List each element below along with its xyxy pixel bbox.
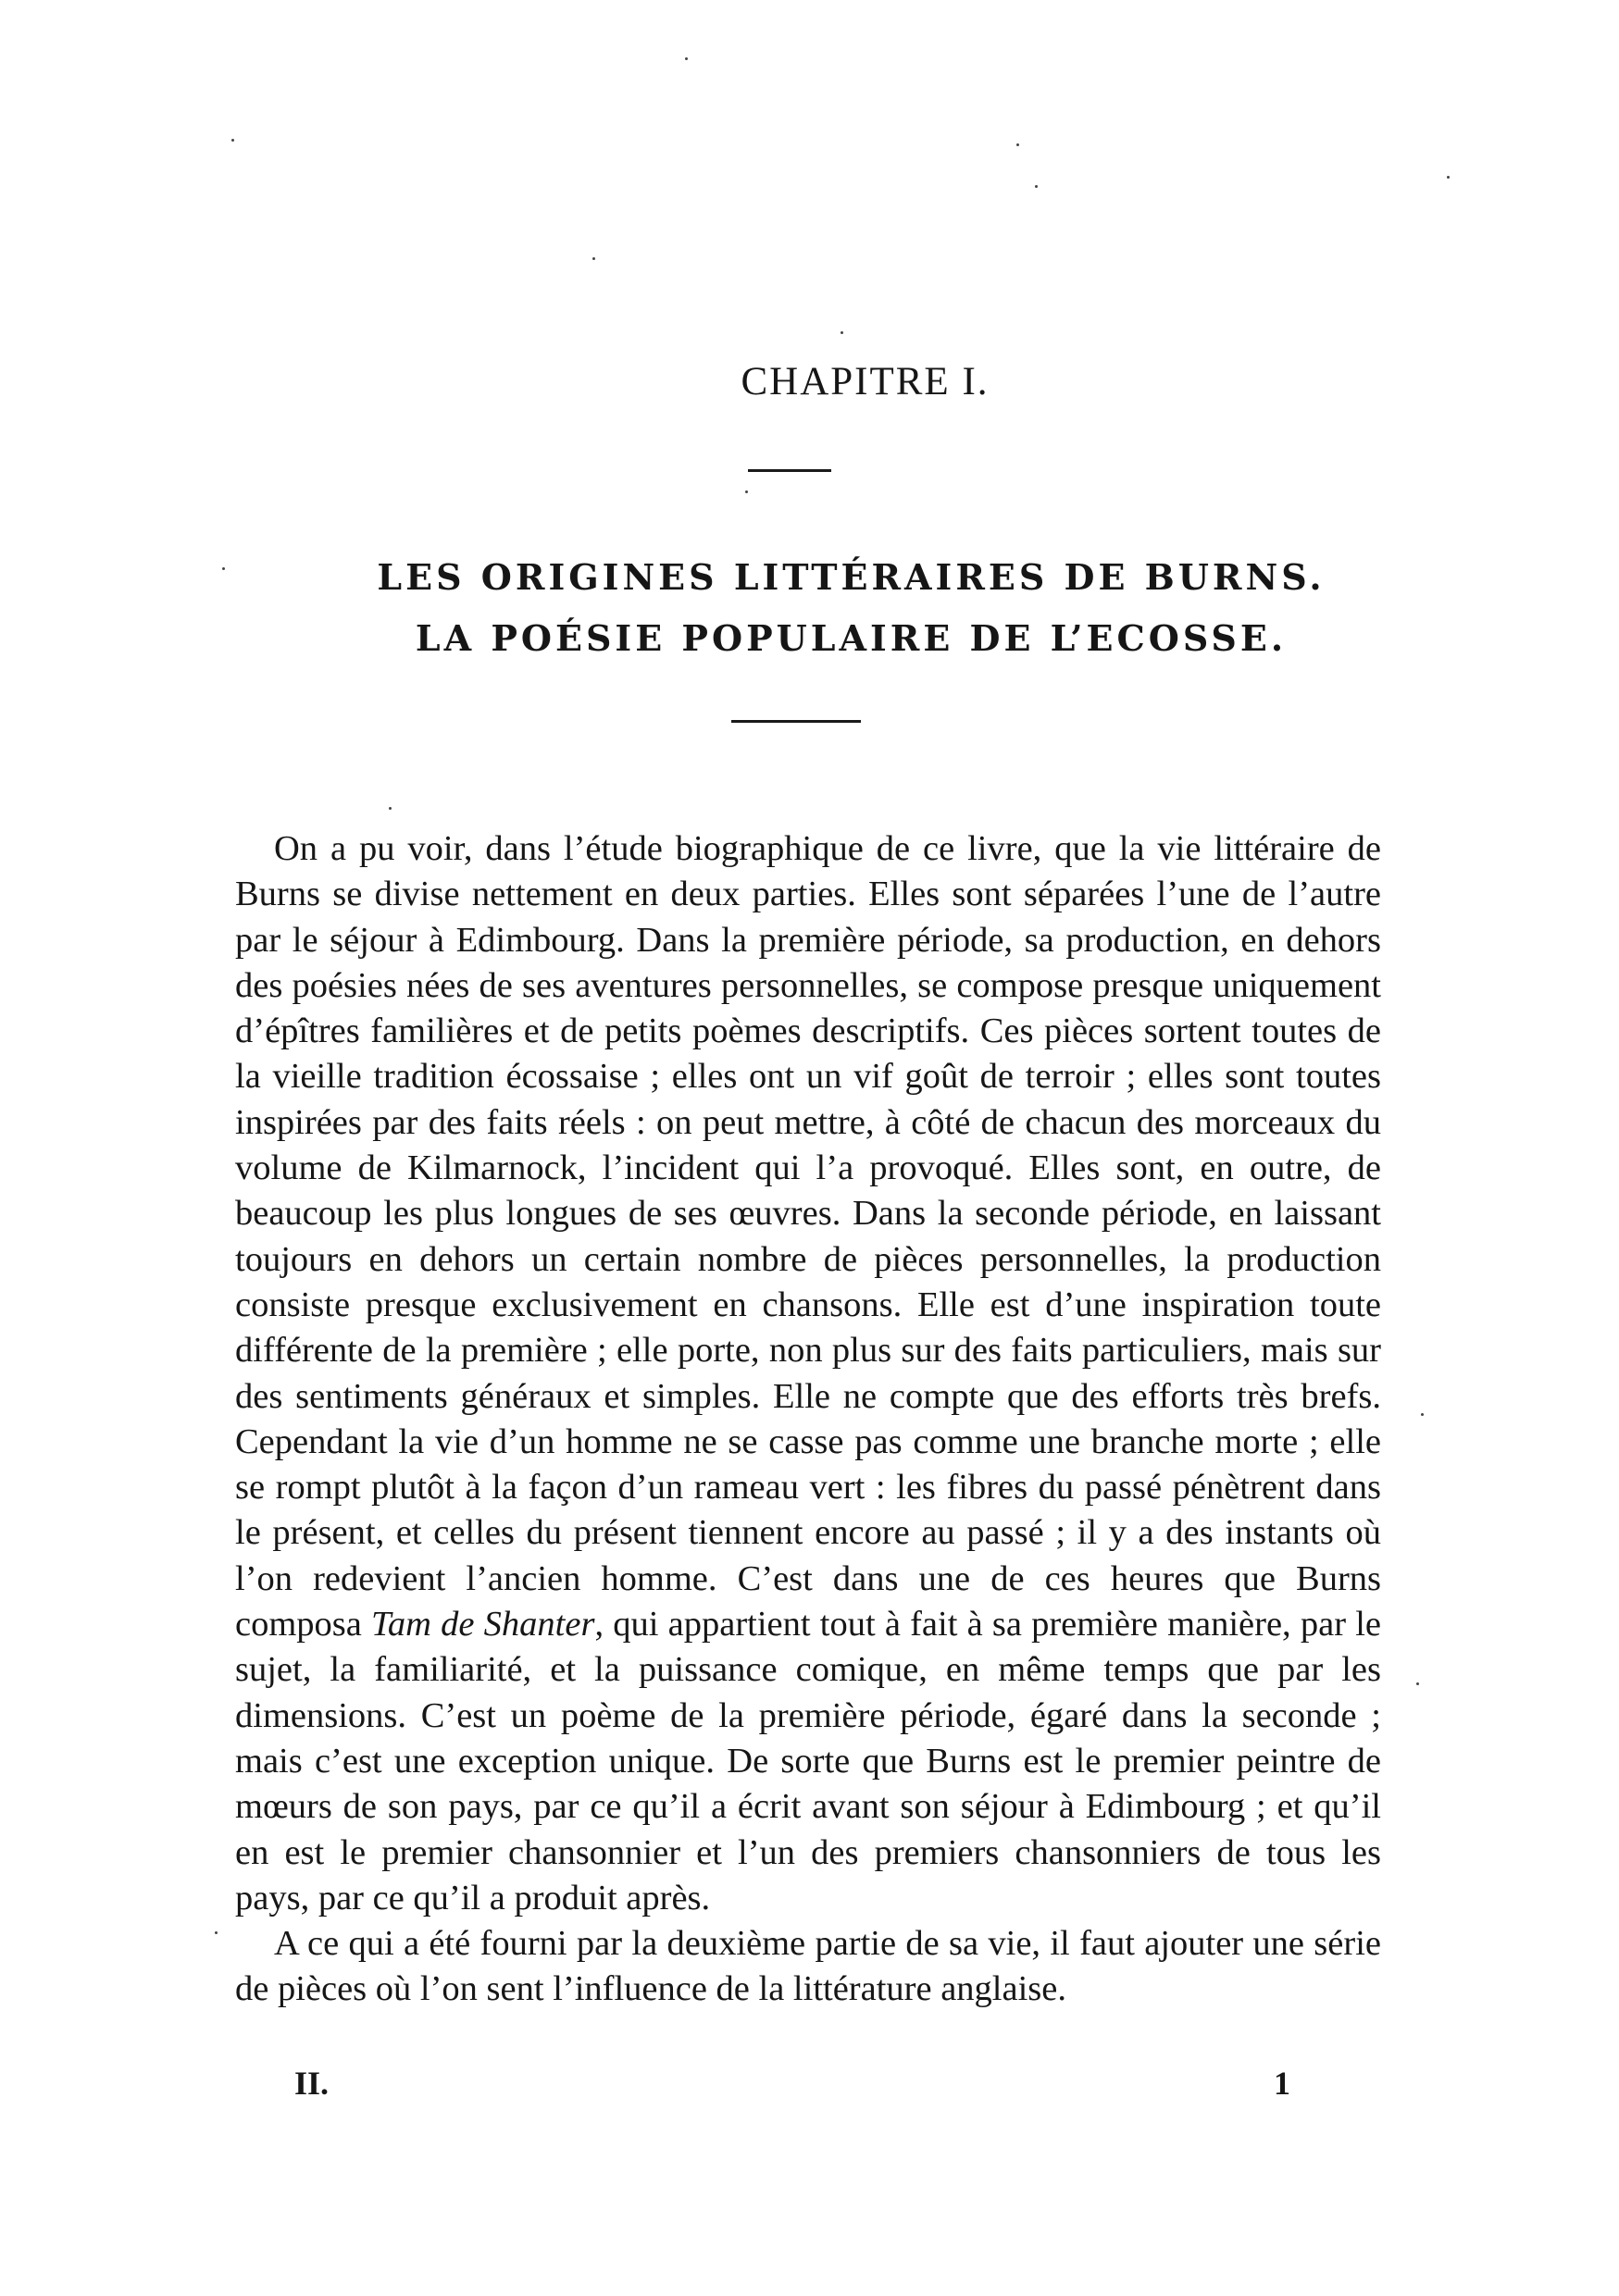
scan-speck (231, 139, 234, 142)
scan-speck (1416, 1682, 1419, 1685)
scan-speck (215, 1931, 218, 1934)
work-title-italic: Tam de Shanter (371, 1605, 595, 1644)
signature-mark: II. (294, 2065, 330, 2102)
scan-speck (1447, 176, 1450, 179)
scan-speck (1421, 1413, 1424, 1416)
paragraph-1-part-1: On a pu voir, dans l’étude biographique de ce livre, que la vie littéraire de Burns se divise nettement en deux parties. Elles sont séparées l’une de l’autre par le séjour à Edimbourg. Dans la première période, sa production, en dehors des poésies nées de ses aventures personnelles, se compose presque uniquement d’épîtres familières et de petits poèmes descriptifs. Ces pièces sortent toutes de la vieille tradition écossaise ; elles ont un vif goût de terroir ; elles sont toutes inspirées par des faits réels : on peut mettre, à côté de chacun des morceaux du volume de Kilmarnock, l’incident qui l’a provoqué. Elles sont, en outre, de beaucoup les plus longues de ses œuvres. Dans la seconde période, en laissant toujours en dehors un certain nombre de pièces personnelles, la production consiste presque exclusivement en chansons. Elle est d’une inspiration toute différente de la première ; elle porte, non plus sur des faits particuliers, mais sur des sentiments généraux et simples. Elle ne compte que des efforts très brefs. Cependant la vie d’un homme ne se casse pas comme une branche morte ; elle se rompt plutôt à la façon d’un rameau vert : les fibres du passé pénètrent dans le présent, et celles du présent tiennent encore au passé ; il y a des instants où l’on redevient l’ancien homme. C’est dans une de ces heures que Burns composa (235, 829, 1381, 1644)
divider-rule-bottom (731, 720, 861, 723)
scan-speck (222, 567, 225, 570)
page-number: 1 (1274, 2065, 1290, 2102)
scan-speck (389, 807, 392, 810)
scan-speck (685, 57, 688, 60)
scan-speck (592, 257, 595, 260)
paragraph-2: A ce qui a été fourni par la deuxième partie de sa vie, il faut ajouter une série de pièces où l’on sent l’influence de la littérature anglaise. (235, 1924, 1381, 2009)
chapter-title-line-2: LA POÉSIE POPULAIRE DE L’ECOSSE. (415, 617, 1288, 659)
paragraph-1-part-2: , qui appartient tout à fait à sa première manière, par le sujet, la familiarité, et la puissance comique, en même temps que par les dimensions. C’est un poème de la première période, égaré dans la seconde ; mais c’est une exception unique. De sorte que Burns est le premier peintre de mœurs de son pays, par ce qu’il a écrit avant son séjour à Edimbourg ; et qu’il en est le premier chansonnier et l’un des premiers chansonniers de tous les pays, par ce qu’il a produit après. (235, 1605, 1381, 1917)
divider-rule-top (748, 469, 831, 472)
scan-speck (1035, 185, 1038, 188)
chapter-heading: CHAPITRE I. (741, 360, 990, 403)
scan-speck (841, 331, 843, 334)
scan-speck (745, 490, 748, 493)
paragraph-1 (235, 826, 1381, 1921)
body-text (235, 826, 1381, 2013)
scan-speck (1016, 143, 1019, 146)
chapter-title-line-1: LES ORIGINES LITTÉRAIRES DE BURNS. (377, 556, 1326, 598)
